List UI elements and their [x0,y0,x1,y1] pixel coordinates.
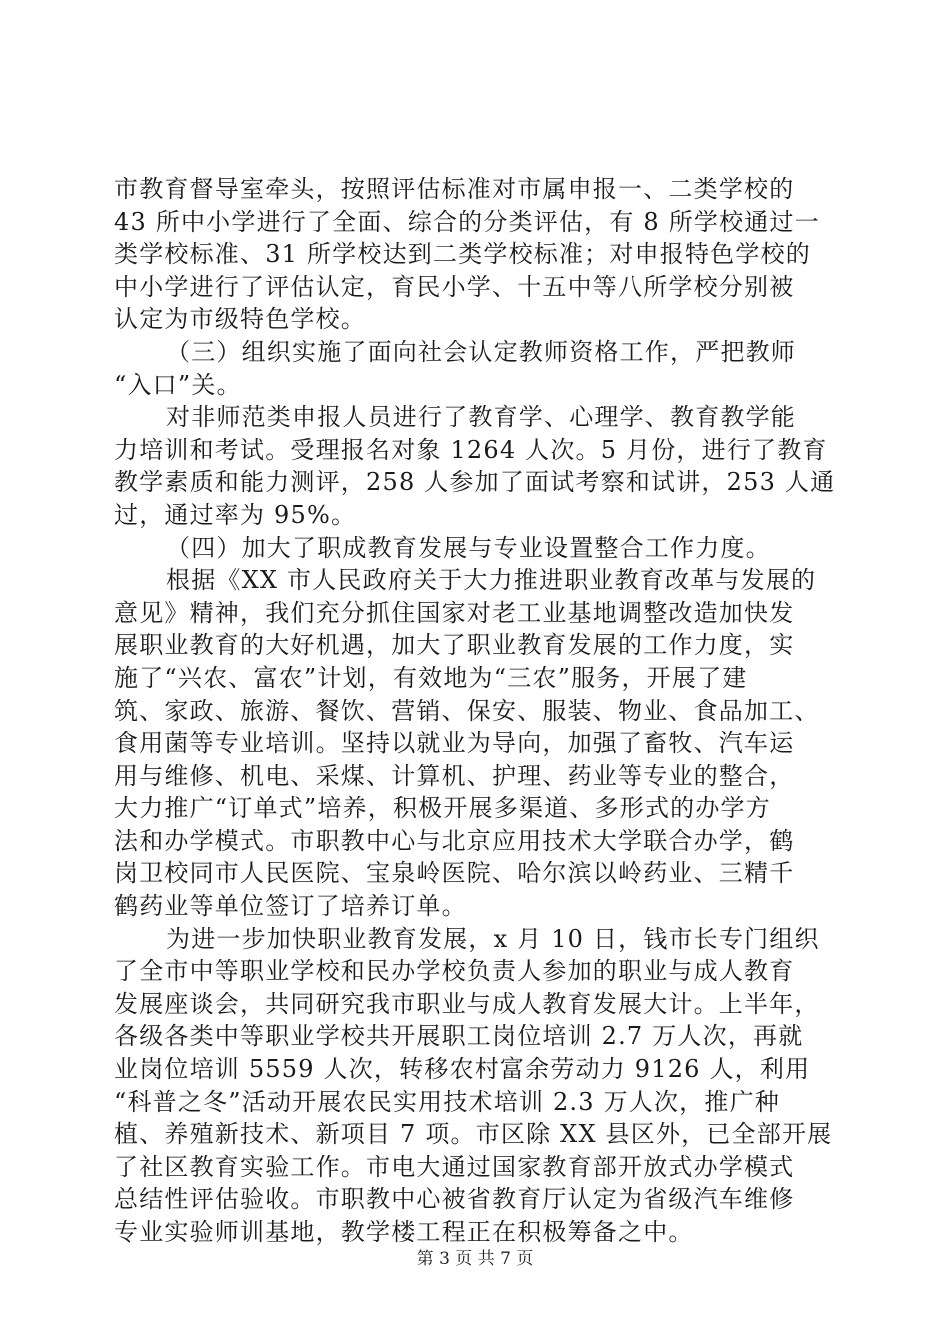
text-line: 法和办学模式。市职教中心与北京应用技术大学联合办学，鹤 [114,826,795,855]
text-line: 施了“兴农、富农”计划，有效地为“三农”服务，开展了建 [114,663,748,692]
text-line: 对非师范类申报人员进行了教育学、心理学、教育教学能 [166,403,796,432]
text-line: 为进一步加快职业教育发展，x 月 10 日，钱市长专门组织 [166,924,820,953]
text-line: 意见》精神，我们充分抓住国家对老工业基地调整改造加快发 [114,598,795,627]
text-line: 发展座谈会，共同研究我市职业与成人教育发展大计。上半年， [114,989,820,1018]
text-line: 43 所中小学进行了全面、综合的分类评估，有 8 所学校通过一 [114,207,820,236]
text-line: 专业实验师训基地，教学楼工程正在积极筹备之中。 [114,1218,694,1246]
text-line: 业岗位培训 5559 人次，转移农村富余劳动力 9126 人，利用 [114,1055,811,1084]
text-line: 类学校标准、31 所学校达到二类学校标准；对申报特色学校的 [114,240,811,269]
page-footer: 第 3 页 共 7 页 [416,1249,534,1269]
text-line: 了社区教育实验工作。市电大通过国家教育部开放式办学模式 [114,1152,795,1181]
text-line: “入口”关。 [114,370,242,399]
text-line: （三）组织实施了面向社会认定教师资格工作，严把教师 [166,337,796,366]
text-line: （四）加大了职成教育发展与专业设置整合工作力度。 [166,533,771,562]
text-line: 中小学进行了评估认定，育民小学、十五中等八所学校分别被 [114,272,795,301]
text-line: 过，通过率为 95%。 [114,500,357,529]
text-line: 认定为市级特色学校。 [114,305,366,334]
text-line: “科普之冬”活动开展农民实用技术培训 2.3 万人次，推广种 [114,1087,780,1116]
text-line: 筑、家政、旅游、餐饮、营销、保安、服装、物业、食品加工、 [114,696,820,725]
text-line: 总结性评估验收。市职教中心被省教育厅认定为省级汽车维修 [114,1185,795,1214]
text-line: 了全市中等职业学校和民办学校负责人参加的职业与成人教育 [114,957,795,986]
text-line: 用与维修、机电、采煤、计算机、护理、药业等专业的整合， [114,761,795,790]
text-line: 植、养殖新技术、新项目 7 项。市区除 XX 县区外，已全部开展 [114,1120,833,1149]
text-line: 食用菌等专业培训。坚持以就业为导向，加强了畜牧、汽车运 [114,729,795,758]
text-line: 力培训和考试。受理报名对象 1264 人次。5 月份，进行了教育 [114,435,828,464]
text-line: 岗卫校同市人民医院、宝泉岭医院、哈尔滨以岭药业、三精千 [114,859,795,888]
text-line: 教学素质和能力测评，258 人参加了面试考察和试讲，253 人通 [114,468,836,497]
text-line: 鹤药业等单位签订了培养订单。 [114,892,467,921]
text-line: 市教育督导室牵头，按照评估标准对市属申报一、二类学校的 [114,175,795,203]
text-line: 根据《XX 市人民政府关于大力推进职业教育改革与发展的 [166,566,817,595]
text-line: 展职业教育的大好机遇，加大了职业教育发展的工作力度，实 [114,631,795,660]
text-line: 大力推广“订单式”培养，积极开展多渠道、多形式的办学方 [114,794,771,823]
text-line: 各级各类中等职业学校共开展职工岗位培训 2.7 万人次，再就 [114,1022,804,1051]
document-body [114,173,854,1249]
